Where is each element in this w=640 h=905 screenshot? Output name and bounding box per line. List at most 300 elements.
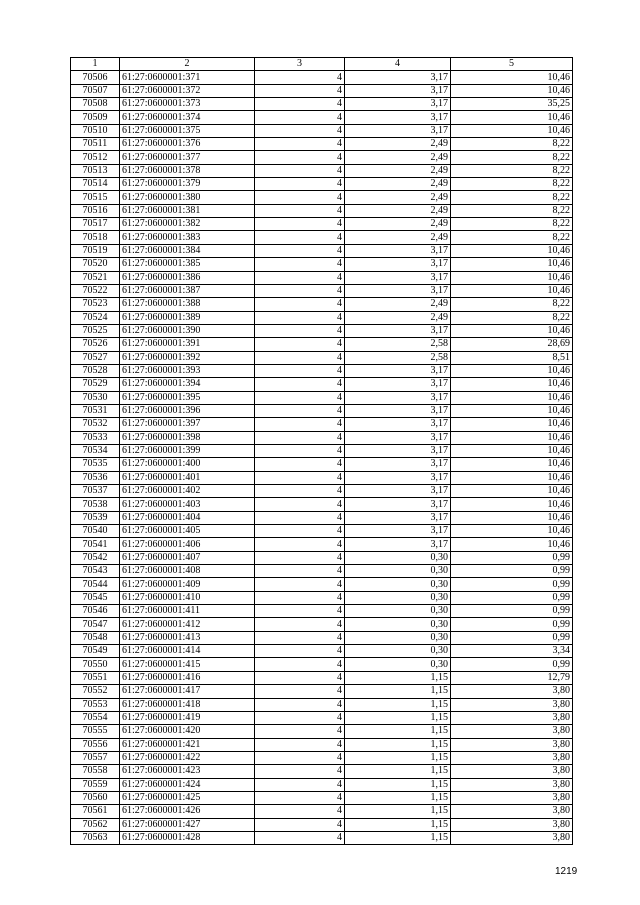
- cadastral-number-cell: 61:27:0600001:403: [120, 498, 255, 511]
- table-row: [71, 98, 573, 111]
- col3-cell: 4: [255, 191, 345, 204]
- col4-cell: 0,30: [345, 591, 451, 604]
- col3-cell: 4: [255, 271, 345, 284]
- row-number-cell: 70525: [71, 324, 120, 337]
- row-number-cell: 70557: [71, 751, 120, 764]
- col4-cell: 3,17: [345, 124, 451, 137]
- col5-cell: 3,80: [451, 818, 573, 831]
- col5-cell: 8,51: [451, 351, 573, 364]
- col5-cell: 8,22: [451, 138, 573, 151]
- col3-cell: 4: [255, 244, 345, 257]
- row-number-cell: 70529: [71, 378, 120, 391]
- col3-cell: 4: [255, 511, 345, 524]
- cadastral-number-cell: 61:27:0600001:397: [120, 418, 255, 431]
- cadastral-number-cell: 61:27:0600001:378: [120, 164, 255, 177]
- table-row: [71, 298, 573, 311]
- col4-cell: 3,17: [345, 431, 451, 444]
- col4-cell: 0,30: [345, 565, 451, 578]
- row-number-cell: 70556: [71, 738, 120, 751]
- col3-cell: 4: [255, 98, 345, 111]
- col5-cell: 0,99: [451, 618, 573, 631]
- cadastral-number-cell: 61:27:0600001:394: [120, 378, 255, 391]
- col5-cell: 10,46: [451, 124, 573, 137]
- table-row: [71, 324, 573, 337]
- col5-cell: 28,69: [451, 338, 573, 351]
- col5-cell: 10,46: [451, 111, 573, 124]
- col5-cell: 10,46: [451, 498, 573, 511]
- cadastral-number-cell: 61:27:0600001:420: [120, 725, 255, 738]
- col3-cell: 4: [255, 631, 345, 644]
- col4-cell: 0,30: [345, 631, 451, 644]
- cadastral-number-cell: 61:27:0600001:379: [120, 178, 255, 191]
- col5-cell: 10,46: [451, 444, 573, 457]
- col4-cell: 2,49: [345, 298, 451, 311]
- col4-cell: 1,15: [345, 791, 451, 804]
- col3-cell: 4: [255, 164, 345, 177]
- col4-cell: 3,17: [345, 258, 451, 271]
- table-row: [71, 645, 573, 658]
- table-row: [71, 538, 573, 551]
- row-number-cell: 70541: [71, 538, 120, 551]
- col5-cell: 10,46: [451, 71, 573, 84]
- cadastral-number-cell: 61:27:0600001:392: [120, 351, 255, 364]
- cadastral-number-cell: 61:27:0600001:386: [120, 271, 255, 284]
- table-row: [71, 271, 573, 284]
- col3-cell: 4: [255, 618, 345, 631]
- col3-cell: 4: [255, 151, 345, 164]
- table-row: [71, 738, 573, 751]
- cadastral-number-cell: 61:27:0600001:383: [120, 231, 255, 244]
- column-header: 3: [255, 58, 345, 71]
- row-number-cell: 70549: [71, 645, 120, 658]
- col4-cell: 0,30: [345, 658, 451, 671]
- table-row: [71, 311, 573, 324]
- row-number-cell: 70558: [71, 765, 120, 778]
- table-row: [71, 605, 573, 618]
- row-number-cell: 70511: [71, 138, 120, 151]
- col3-cell: 4: [255, 565, 345, 578]
- row-number-cell: 70538: [71, 498, 120, 511]
- row-number-cell: 70518: [71, 231, 120, 244]
- cadastral-number-cell: 61:27:0600001:423: [120, 765, 255, 778]
- col4-cell: 3,17: [345, 458, 451, 471]
- table-row: [71, 485, 573, 498]
- col3-cell: 4: [255, 298, 345, 311]
- col4-cell: 3,17: [345, 498, 451, 511]
- table-row: [71, 431, 573, 444]
- row-number-cell: 70537: [71, 485, 120, 498]
- col3-cell: 4: [255, 178, 345, 191]
- col4-cell: 3,17: [345, 98, 451, 111]
- col4-cell: 1,15: [345, 831, 451, 844]
- col5-cell: 0,99: [451, 578, 573, 591]
- row-number-cell: 70552: [71, 685, 120, 698]
- row-number-cell: 70514: [71, 178, 120, 191]
- row-number-cell: 70516: [71, 204, 120, 217]
- col3-cell: 4: [255, 258, 345, 271]
- table-row: [71, 218, 573, 231]
- col5-cell: 10,46: [451, 284, 573, 297]
- col5-cell: 8,22: [451, 164, 573, 177]
- row-number-cell: 70563: [71, 831, 120, 844]
- column-header: 1: [71, 58, 120, 71]
- cadastral-number-cell: 61:27:0600001:411: [120, 605, 255, 618]
- col4-cell: 3,17: [345, 244, 451, 257]
- row-number-cell: 70545: [71, 591, 120, 604]
- col4-cell: 2,49: [345, 178, 451, 191]
- table-row: [71, 671, 573, 684]
- cadastral-number-cell: 61:27:0600001:418: [120, 698, 255, 711]
- cadastral-number-cell: 61:27:0600001:382: [120, 218, 255, 231]
- cadastral-number-cell: 61:27:0600001:391: [120, 338, 255, 351]
- table-row: [71, 444, 573, 457]
- table-row: [71, 618, 573, 631]
- table-row: [71, 164, 573, 177]
- row-number-cell: 70547: [71, 618, 120, 631]
- table-row: [71, 631, 573, 644]
- table-row: [71, 231, 573, 244]
- table-row: [71, 178, 573, 191]
- col3-cell: 4: [255, 84, 345, 97]
- col4-cell: 1,15: [345, 805, 451, 818]
- cadastral-number-cell: 61:27:0600001:425: [120, 791, 255, 804]
- col5-cell: 10,46: [451, 458, 573, 471]
- col4-cell: 2,49: [345, 218, 451, 231]
- col5-cell: 8,22: [451, 231, 573, 244]
- table-row: [71, 351, 573, 364]
- col5-cell: 0,99: [451, 605, 573, 618]
- col3-cell: 4: [255, 458, 345, 471]
- col4-cell: 3,17: [345, 511, 451, 524]
- row-number-cell: 70531: [71, 404, 120, 417]
- col4-cell: 3,17: [345, 418, 451, 431]
- col4-cell: 2,49: [345, 138, 451, 151]
- col3-cell: 4: [255, 711, 345, 724]
- col5-cell: 12,79: [451, 671, 573, 684]
- col4-cell: 1,15: [345, 738, 451, 751]
- row-number-cell: 70548: [71, 631, 120, 644]
- col4-cell: 2,49: [345, 311, 451, 324]
- row-number-cell: 70536: [71, 471, 120, 484]
- row-number-cell: 70542: [71, 551, 120, 564]
- col3-cell: 4: [255, 778, 345, 791]
- row-number-cell: 70550: [71, 658, 120, 671]
- col3-cell: 4: [255, 725, 345, 738]
- table-row: [71, 191, 573, 204]
- col3-cell: 4: [255, 591, 345, 604]
- col3-cell: 4: [255, 218, 345, 231]
- col4-cell: 2,49: [345, 231, 451, 244]
- col5-cell: 10,46: [451, 418, 573, 431]
- col3-cell: 4: [255, 645, 345, 658]
- col3-cell: 4: [255, 578, 345, 591]
- cadastral-number-cell: 61:27:0600001:424: [120, 778, 255, 791]
- row-number-cell: 70517: [71, 218, 120, 231]
- col5-cell: 3,80: [451, 778, 573, 791]
- cadastral-number-cell: 61:27:0600001:412: [120, 618, 255, 631]
- row-number-cell: 70539: [71, 511, 120, 524]
- col4-cell: 0,30: [345, 645, 451, 658]
- col5-cell: 0,99: [451, 658, 573, 671]
- table-row: [71, 404, 573, 417]
- col3-cell: 4: [255, 111, 345, 124]
- cadastral-number-cell: 61:27:0600001:422: [120, 751, 255, 764]
- row-number-cell: 70513: [71, 164, 120, 177]
- col4-cell: 3,17: [345, 404, 451, 417]
- col3-cell: 4: [255, 805, 345, 818]
- col3-cell: 4: [255, 204, 345, 217]
- table-row: [71, 551, 573, 564]
- col3-cell: 4: [255, 751, 345, 764]
- row-number-cell: 70532: [71, 418, 120, 431]
- col3-cell: 4: [255, 685, 345, 698]
- row-number-cell: 70510: [71, 124, 120, 137]
- row-number-cell: 70526: [71, 338, 120, 351]
- col5-cell: 10,46: [451, 364, 573, 377]
- col4-cell: 1,15: [345, 698, 451, 711]
- cadastral-number-cell: 61:27:0600001:398: [120, 431, 255, 444]
- col5-cell: 8,22: [451, 311, 573, 324]
- cadastral-number-cell: 61:27:0600001:416: [120, 671, 255, 684]
- col3-cell: 4: [255, 124, 345, 137]
- cadastral-number-cell: 61:27:0600001:414: [120, 645, 255, 658]
- col4-cell: 3,17: [345, 71, 451, 84]
- col4-cell: 1,15: [345, 751, 451, 764]
- col5-cell: 3,80: [451, 805, 573, 818]
- table-row: [71, 138, 573, 151]
- table-row: [71, 498, 573, 511]
- col5-cell: 10,46: [451, 538, 573, 551]
- col4-cell: 3,17: [345, 538, 451, 551]
- col4-cell: 2,58: [345, 351, 451, 364]
- col3-cell: 4: [255, 831, 345, 844]
- col3-cell: 4: [255, 138, 345, 151]
- table-row: [71, 725, 573, 738]
- col3-cell: 4: [255, 338, 345, 351]
- col3-cell: 4: [255, 791, 345, 804]
- table-row: [71, 338, 573, 351]
- cadastral-number-cell: 61:27:0600001:406: [120, 538, 255, 551]
- cadastral-number-cell: 61:27:0600001:402: [120, 485, 255, 498]
- cadastral-number-cell: 61:27:0600001:405: [120, 525, 255, 538]
- table-row: [71, 364, 573, 377]
- cadastral-number-cell: 61:27:0600001:417: [120, 685, 255, 698]
- col5-cell: 3,80: [451, 698, 573, 711]
- col5-cell: 10,46: [451, 471, 573, 484]
- row-number-cell: 70551: [71, 671, 120, 684]
- table-row: [71, 805, 573, 818]
- row-number-cell: 70523: [71, 298, 120, 311]
- col3-cell: 4: [255, 671, 345, 684]
- table-row: [71, 511, 573, 524]
- table-row: [71, 284, 573, 297]
- col5-cell: 3,80: [451, 765, 573, 778]
- cadastral-number-cell: 61:27:0600001:408: [120, 565, 255, 578]
- cadastral-number-cell: 61:27:0600001:380: [120, 191, 255, 204]
- table-row: [71, 418, 573, 431]
- row-number-cell: 70522: [71, 284, 120, 297]
- col5-cell: 8,22: [451, 298, 573, 311]
- cadastral-number-cell: 61:27:0600001:387: [120, 284, 255, 297]
- col4-cell: 1,15: [345, 778, 451, 791]
- row-number-cell: 70515: [71, 191, 120, 204]
- cadastral-number-cell: 61:27:0600001:373: [120, 98, 255, 111]
- col5-cell: 10,46: [451, 324, 573, 337]
- col4-cell: 3,17: [345, 271, 451, 284]
- col3-cell: 4: [255, 364, 345, 377]
- cadastral-number-cell: 61:27:0600001:374: [120, 111, 255, 124]
- col5-cell: 10,46: [451, 244, 573, 257]
- col5-cell: 8,22: [451, 191, 573, 204]
- col5-cell: 0,99: [451, 551, 573, 564]
- col5-cell: 10,46: [451, 391, 573, 404]
- cadastral-number-cell: 61:27:0600001:371: [120, 71, 255, 84]
- row-number-cell: 70543: [71, 565, 120, 578]
- cadastral-number-cell: 61:27:0600001:390: [120, 324, 255, 337]
- row-number-cell: 70527: [71, 351, 120, 364]
- table-row: [71, 525, 573, 538]
- table-body: [71, 71, 573, 845]
- table-row: [71, 685, 573, 698]
- row-number-cell: 70561: [71, 805, 120, 818]
- table-row: [71, 818, 573, 831]
- col3-cell: 4: [255, 485, 345, 498]
- col5-cell: 10,46: [451, 404, 573, 417]
- col4-cell: 1,15: [345, 685, 451, 698]
- header-row: [71, 58, 573, 71]
- col5-cell: 8,22: [451, 178, 573, 191]
- col3-cell: 4: [255, 738, 345, 751]
- col5-cell: 10,46: [451, 84, 573, 97]
- col5-cell: 10,46: [451, 525, 573, 538]
- col3-cell: 4: [255, 765, 345, 778]
- column-header: 2: [120, 58, 255, 71]
- row-number-cell: 70528: [71, 364, 120, 377]
- table-row: [71, 244, 573, 257]
- col3-cell: 4: [255, 698, 345, 711]
- col4-cell: 3,17: [345, 284, 451, 297]
- col3-cell: 4: [255, 284, 345, 297]
- col3-cell: 4: [255, 471, 345, 484]
- col3-cell: 4: [255, 418, 345, 431]
- col3-cell: 4: [255, 444, 345, 457]
- cadastral-number-cell: 61:27:0600001:407: [120, 551, 255, 564]
- cadastral-number-cell: 61:27:0600001:396: [120, 404, 255, 417]
- data-table: [70, 57, 573, 845]
- col3-cell: 4: [255, 351, 345, 364]
- row-number-cell: 70540: [71, 525, 120, 538]
- col4-cell: 2,49: [345, 204, 451, 217]
- table-row: [71, 751, 573, 764]
- row-number-cell: 70524: [71, 311, 120, 324]
- col4-cell: 1,15: [345, 711, 451, 724]
- table-row: [71, 151, 573, 164]
- col3-cell: 4: [255, 551, 345, 564]
- col4-cell: 1,15: [345, 818, 451, 831]
- row-number-cell: 70546: [71, 605, 120, 618]
- col5-cell: 0,99: [451, 565, 573, 578]
- col5-cell: 10,46: [451, 485, 573, 498]
- cadastral-number-cell: 61:27:0600001:375: [120, 124, 255, 137]
- row-number-cell: 70555: [71, 725, 120, 738]
- cadastral-number-cell: 61:27:0600001:388: [120, 298, 255, 311]
- col3-cell: 4: [255, 818, 345, 831]
- col4-cell: 0,30: [345, 605, 451, 618]
- col5-cell: 3,80: [451, 685, 573, 698]
- col4-cell: 3,17: [345, 364, 451, 377]
- row-number-cell: 70519: [71, 244, 120, 257]
- col3-cell: 4: [255, 404, 345, 417]
- table-row: [71, 71, 573, 84]
- col5-cell: 10,46: [451, 511, 573, 524]
- col3-cell: 4: [255, 391, 345, 404]
- cadastral-number-cell: 61:27:0600001:393: [120, 364, 255, 377]
- table-row: [71, 698, 573, 711]
- cadastral-number-cell: 61:27:0600001:401: [120, 471, 255, 484]
- cadastral-number-cell: 61:27:0600001:400: [120, 458, 255, 471]
- cadastral-number-cell: 61:27:0600001:399: [120, 444, 255, 457]
- col3-cell: 4: [255, 605, 345, 618]
- row-number-cell: 70509: [71, 111, 120, 124]
- col5-cell: 3,80: [451, 711, 573, 724]
- col5-cell: 10,46: [451, 378, 573, 391]
- table-row: [71, 258, 573, 271]
- row-number-cell: 70553: [71, 698, 120, 711]
- cadastral-number-cell: 61:27:0600001:419: [120, 711, 255, 724]
- row-number-cell: 70562: [71, 818, 120, 831]
- col3-cell: 4: [255, 324, 345, 337]
- col5-cell: 3,80: [451, 751, 573, 764]
- table-row: [71, 765, 573, 778]
- col4-cell: 3,17: [345, 525, 451, 538]
- col4-cell: 0,30: [345, 618, 451, 631]
- cadastral-number-cell: 61:27:0600001:421: [120, 738, 255, 751]
- col3-cell: 4: [255, 525, 345, 538]
- row-number-cell: 70560: [71, 791, 120, 804]
- cadastral-number-cell: 61:27:0600001:372: [120, 84, 255, 97]
- table-row: [71, 84, 573, 97]
- table-row: [71, 778, 573, 791]
- col5-cell: 8,22: [451, 151, 573, 164]
- cadastral-number-cell: 61:27:0600001:376: [120, 138, 255, 151]
- table-row: [71, 791, 573, 804]
- table-row: [71, 591, 573, 604]
- col5-cell: 3,80: [451, 831, 573, 844]
- col5-cell: 0,99: [451, 591, 573, 604]
- row-number-cell: 70554: [71, 711, 120, 724]
- row-number-cell: 70535: [71, 458, 120, 471]
- table-row: [71, 471, 573, 484]
- cadastral-number-cell: 61:27:0600001:410: [120, 591, 255, 604]
- col4-cell: 3,17: [345, 444, 451, 457]
- col3-cell: 4: [255, 378, 345, 391]
- col3-cell: 4: [255, 498, 345, 511]
- col5-cell: 3,80: [451, 791, 573, 804]
- row-number-cell: 70512: [71, 151, 120, 164]
- table-row: [71, 658, 573, 671]
- col4-cell: 3,17: [345, 324, 451, 337]
- col3-cell: 4: [255, 71, 345, 84]
- row-number-cell: 70506: [71, 71, 120, 84]
- col4-cell: 0,30: [345, 578, 451, 591]
- col3-cell: 4: [255, 431, 345, 444]
- cadastral-number-cell: 61:27:0600001:381: [120, 204, 255, 217]
- col5-cell: 3,80: [451, 725, 573, 738]
- row-number-cell: 70508: [71, 98, 120, 111]
- col3-cell: 4: [255, 311, 345, 324]
- row-number-cell: 70544: [71, 578, 120, 591]
- table-row: [71, 204, 573, 217]
